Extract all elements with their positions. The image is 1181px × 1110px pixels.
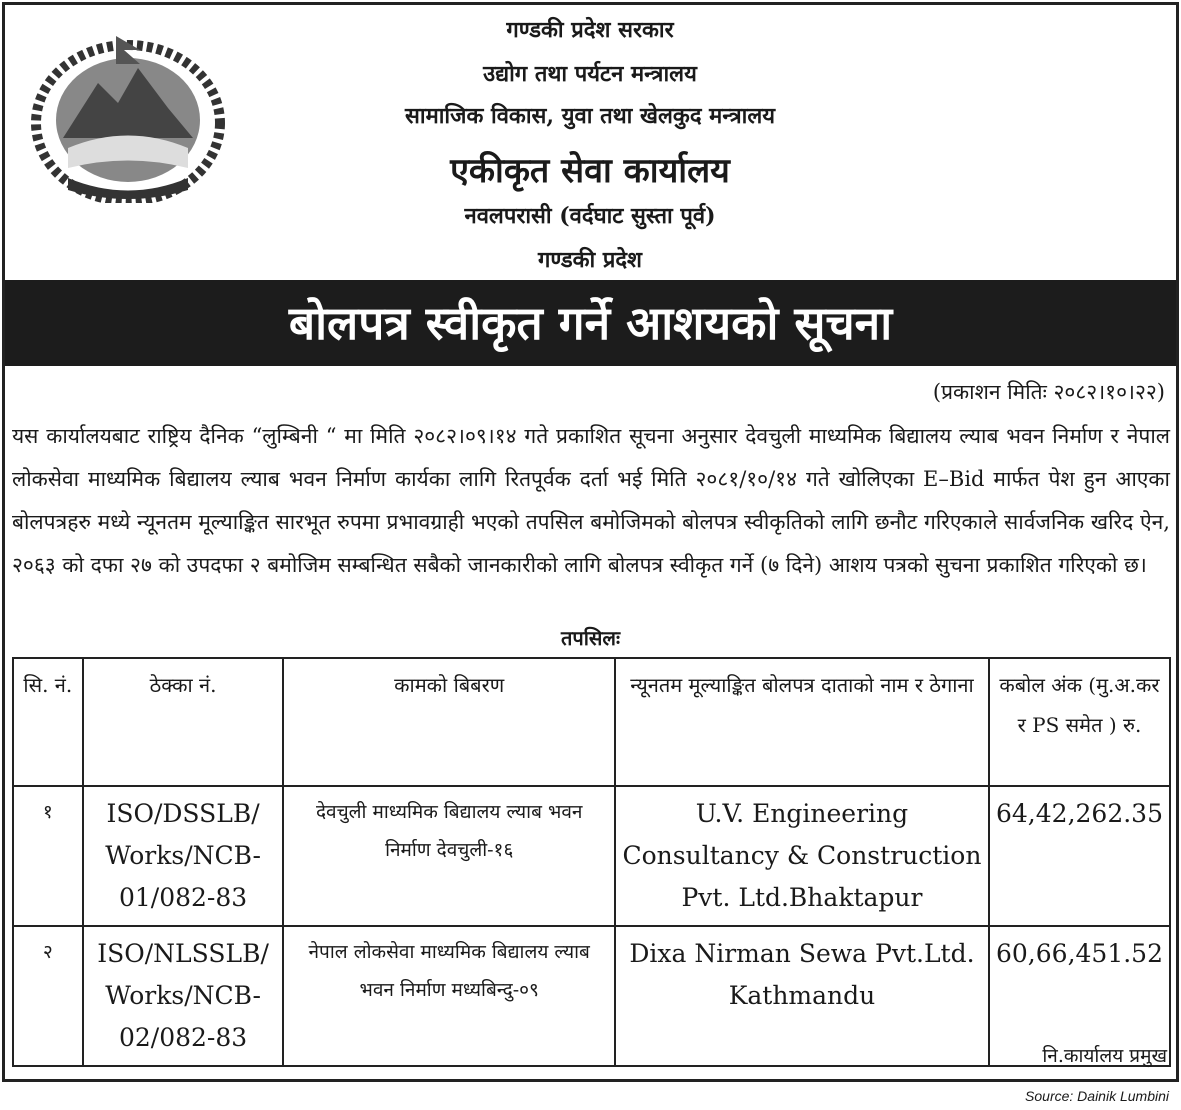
col-contract-no: ठेक्का नं. — [83, 658, 284, 786]
bidder: U.V. Engineering Consultancy & Construction Pvt. Ltd.Bhaktapur — [615, 786, 989, 926]
col-amount: कबोल अंक (मु.अ.कर र PS समेत ) रु. — [989, 658, 1170, 786]
details-heading: तपसिलः — [560, 626, 621, 650]
bidder: Dixa Nirman Sewa Pvt.Ltd. Kathmandu — [615, 926, 989, 1066]
header-line-1: गण्डकी प्रदेश सरकार — [506, 17, 674, 43]
table-row — [13, 786, 1170, 926]
col-serial: सि. नं. — [13, 658, 83, 786]
amount: 60,66,451.52 — [989, 926, 1170, 1066]
serial: १ — [13, 786, 83, 926]
work-description: नेपाल लोकसेवा माध्यमिक बिद्यालय ल्याब भवन निर्माण मध्यबिन्दु-०९ — [283, 926, 614, 1066]
signature: नि.कार्यालय प्रमुख — [1042, 1045, 1167, 1067]
contract-no: ISO/NLSSLB/ Works/NCB-02/082-83 — [83, 926, 284, 1066]
header-line-3: सामाजिक विकास, युवा तथा खेलकुद मन्त्रालय — [405, 103, 775, 129]
notice-body: यस कार्यालयबाट राष्ट्रिय दैनिक “लुम्बिनी “ मा मिति २०८२।०९।१४ गते प्रकाशित सूचना अनुसार देवचुली माध्यमिक बिद्यालय ल्याब भवन निर्माण र नेपाल लोकसेवा माध्यमिक बिद्यालय ल्याब भवन निर्माण कार्यका लागि रितपूर्वक दर्ता भई मिति २०८१/१०/१४ गते खोलिएका E–Bid मार्फत पेश हुन आएका बोलपत्रहरु मध्ये न्यूनतम मूल्याङ्कित सारभूत रुपमा प्रभावग्राही भएको तपसिल बमोजिमको बोलपत्र स्वीकृतिको लागि छनौट गरिएकाले सार्वजनिक खरिद ऐन, २०६३ को दफा २७ को उपदफा २ बमोजिम सम्बन्धित सबैको जानकारीको लागि बोलपत्र स्वीकृत गर्ने (७ दिने) आशय पत्रको सुचना प्रकाशित गरिएको छ। — [12, 424, 1170, 577]
work-description: देवचुली माध्यमिक बिद्यालय ल्याब भवन निर्माण देवचुली-१६ — [283, 786, 614, 926]
nepal-emblem-logo — [28, 28, 228, 203]
table-header-row — [13, 658, 1170, 786]
office-location: नवलपरासी (वर्दघाट सुस्ता पूर्व) — [464, 203, 716, 229]
col-bidder: न्यूनतम मूल्याङ्कित बोलपत्र दाताको नाम र ठेगाना — [615, 658, 989, 786]
notice-title-banner: बोलपत्र स्वीकृत गर्ने आशयको सूचना — [5, 280, 1176, 366]
table-row — [13, 926, 1170, 1066]
contract-no: ISO/DSSLB/ Works/NCB-01/082-83 — [83, 786, 284, 926]
amount: 64,42,262.35 — [989, 786, 1170, 926]
office-name: एकीकृत सेवा कार्यालय — [450, 151, 730, 191]
province-name: गण्डकी प्रदेश — [537, 247, 643, 273]
bid-table — [12, 657, 1171, 1067]
publication-date: (प्रकाशन मितिः २०८२।१०।२२) — [932, 380, 1165, 404]
header-line-2: उद्योग तथा पर्यटन मन्त्रालय — [483, 61, 697, 87]
serial: २ — [13, 926, 83, 1066]
source-credit: Source: Dainik Lumbini — [1025, 1088, 1169, 1104]
col-work-description: कामको बिबरण — [283, 658, 614, 786]
